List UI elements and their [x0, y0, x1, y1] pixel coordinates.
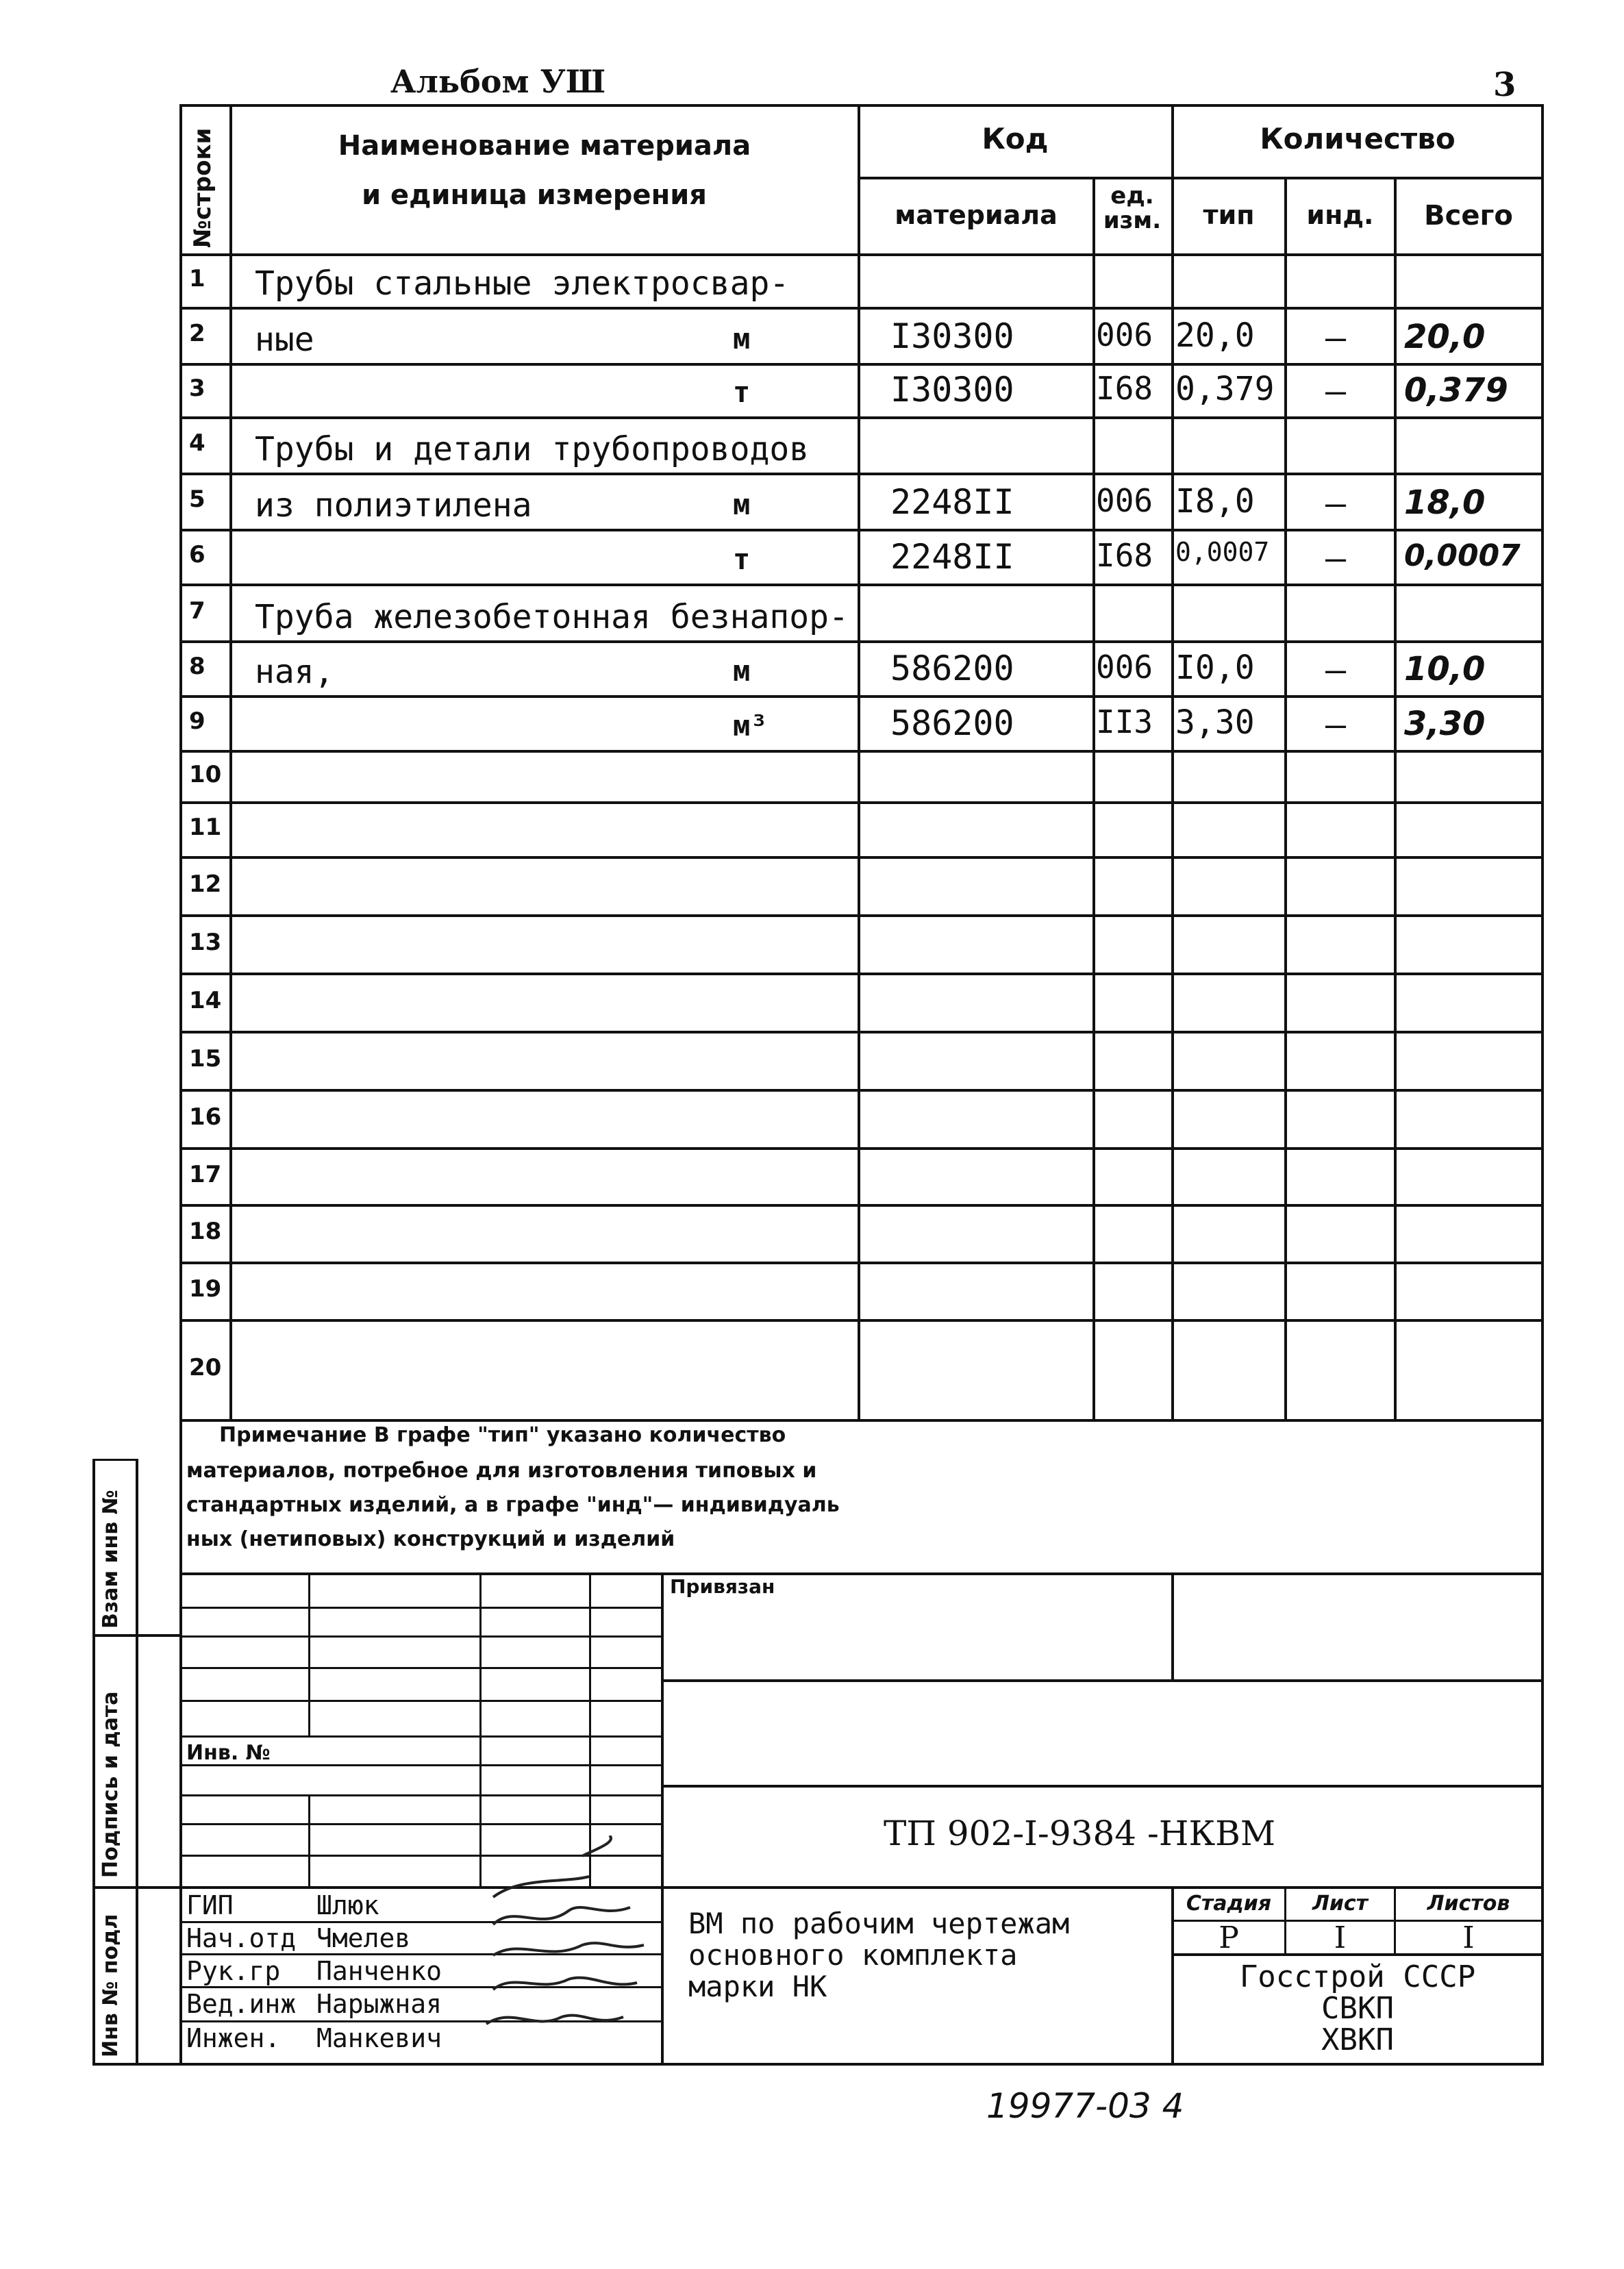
side-label-podpis: Подпись и дата: [99, 1691, 123, 1878]
material-code: 586200: [890, 649, 1014, 688]
row-number: 1: [189, 265, 205, 292]
side-label-vzam: Взам инв №: [99, 1490, 123, 1629]
col-unit: ед. изм.: [1103, 182, 1162, 234]
material-name: ные: [255, 321, 314, 359]
qty-total: 10,0: [1404, 650, 1486, 688]
col-name-line2: и единица измерения: [362, 179, 707, 211]
material-name: из полиэтилена: [255, 486, 532, 525]
unit-symbol: т: [733, 375, 751, 409]
unit-symbol: м: [733, 488, 751, 521]
row-number: 11: [189, 814, 222, 841]
qty-typ: 0,379: [1175, 370, 1275, 408]
footer-number: 19977-03 4: [986, 2086, 1184, 2126]
material-code: I30300: [890, 316, 1014, 356]
qty-ind: –: [1325, 484, 1347, 523]
unit-code: 006: [1096, 649, 1153, 686]
note-line4: ных (нетиповых) конструкций и изделий: [186, 1527, 675, 1551]
unit-code: I68: [1096, 537, 1153, 574]
material-code: 2248II: [890, 537, 1014, 577]
row-number: 8: [189, 653, 205, 680]
stamp-sheets-label: Листов: [1427, 1892, 1510, 1916]
unit-symbol: м: [733, 322, 751, 355]
row-number: 13: [189, 929, 222, 956]
note-line1: Примечание В графе "тип" указано количество: [219, 1423, 786, 1447]
signature-marks: [479, 1835, 661, 2066]
qty-ind: –: [1325, 538, 1347, 578]
signer-name: Нарыжная: [316, 1989, 442, 2019]
unit-symbol: т: [733, 542, 751, 576]
qty-total: 0,379: [1404, 371, 1508, 410]
qty-total: 20,0: [1404, 318, 1486, 356]
unit-code: 006: [1096, 316, 1153, 353]
qty-total: 18,0: [1404, 484, 1486, 522]
qty-typ: I8,0: [1175, 482, 1255, 521]
row-number: 7: [189, 597, 205, 625]
row-number: 16: [189, 1103, 222, 1131]
row-number: 10: [189, 761, 222, 788]
material-name: Трубы и детали трубопроводов: [255, 430, 810, 468]
signer-name: Чмелев: [316, 1923, 411, 1953]
col-typ: тип: [1203, 200, 1255, 230]
unit-symbol: м³: [733, 709, 768, 742]
note-line2: материалов, потребное для изготовления типовых и: [186, 1459, 817, 1483]
material-name: ная,: [255, 653, 334, 691]
unit-code: I68: [1096, 370, 1153, 407]
stamp-privyazan: Привязан: [670, 1575, 775, 1598]
signer-name: Манкевич: [316, 2023, 442, 2053]
row-number: 4: [189, 429, 205, 457]
material-name: Труба железобетонная безнапор-: [255, 598, 849, 636]
signer-role: Рук.гр: [186, 1956, 281, 1986]
qty-ind: –: [1325, 318, 1347, 358]
page-number: 3: [1493, 66, 1516, 104]
row-number: 20: [189, 1354, 222, 1381]
row-number: 5: [189, 486, 205, 513]
qty-total: 3,30: [1404, 705, 1486, 743]
signer-role: Инжен.: [186, 2023, 281, 2053]
row-number: 9: [189, 707, 205, 735]
stamp-org: Госстрой СССР СВКП ХВКП: [1239, 1959, 1476, 2057]
stamp-inv-no: Инв. №: [186, 1741, 271, 1765]
material-name: Трубы стальные электросвар-: [255, 264, 790, 303]
qty-total: 0,0007: [1404, 538, 1521, 573]
signer-role: ГИП: [186, 1890, 234, 1920]
stamp-designation: ТП 902-I-9384 -НКВМ: [884, 1814, 1276, 1853]
material-code: I30300: [890, 370, 1014, 410]
material-code: 2248II: [890, 482, 1014, 522]
signer-role: Вед.инж: [186, 1989, 297, 2019]
col-material: материала: [895, 200, 1058, 230]
row-number: 18: [189, 1218, 222, 1245]
stamp-sheet-label: Лист: [1312, 1892, 1369, 1916]
qty-ind: –: [1325, 705, 1347, 744]
col-name-line1: Наименование материала: [338, 130, 751, 162]
col-code-group: Код: [982, 122, 1049, 155]
row-number: 17: [189, 1161, 222, 1188]
unit-code: II3: [1096, 703, 1153, 740]
qty-typ: I0,0: [1175, 649, 1255, 687]
stamp-stage-label: Стадия: [1186, 1892, 1272, 1916]
signer-name: Панченко: [316, 1956, 442, 1986]
unit-symbol: м: [733, 654, 751, 688]
qty-typ: 3,30: [1175, 703, 1255, 742]
qty-typ: 0,0007: [1175, 537, 1270, 567]
material-code: 586200: [890, 703, 1014, 743]
qty-ind: –: [1325, 371, 1347, 411]
row-number: 12: [189, 870, 222, 898]
row-number: 2: [189, 320, 205, 347]
unit-code: 006: [1096, 482, 1153, 519]
qty-ind: –: [1325, 650, 1347, 690]
stamp-sheets: I: [1462, 1920, 1475, 1955]
col-total: Всего: [1424, 200, 1513, 231]
row-number: 15: [189, 1045, 222, 1073]
signer-name: Шлюк: [316, 1890, 379, 1920]
side-label-inv-podl: Инв № подл: [99, 1914, 123, 2057]
signer-role: Нач.отд: [186, 1923, 297, 1953]
row-number: 3: [189, 375, 205, 402]
col-row-number: №строки: [189, 127, 216, 248]
col-qty-group: Количество: [1260, 122, 1456, 155]
note-line3: стандартных изделий, а в графе "инд"— индивидуаль: [186, 1493, 840, 1517]
stamp-stage: Р: [1219, 1920, 1239, 1955]
row-number: 6: [189, 541, 205, 568]
qty-typ: 20,0: [1175, 316, 1255, 355]
row-number: 14: [189, 987, 222, 1014]
col-ind: инд.: [1306, 200, 1374, 230]
album-label: Альбом УШ: [390, 63, 606, 100]
stamp-title: ВМ по рабочим чертежам основного комплекта марки НК: [688, 1907, 1070, 2003]
row-number: 19: [189, 1275, 222, 1303]
stamp-sheet: I: [1334, 1920, 1347, 1955]
